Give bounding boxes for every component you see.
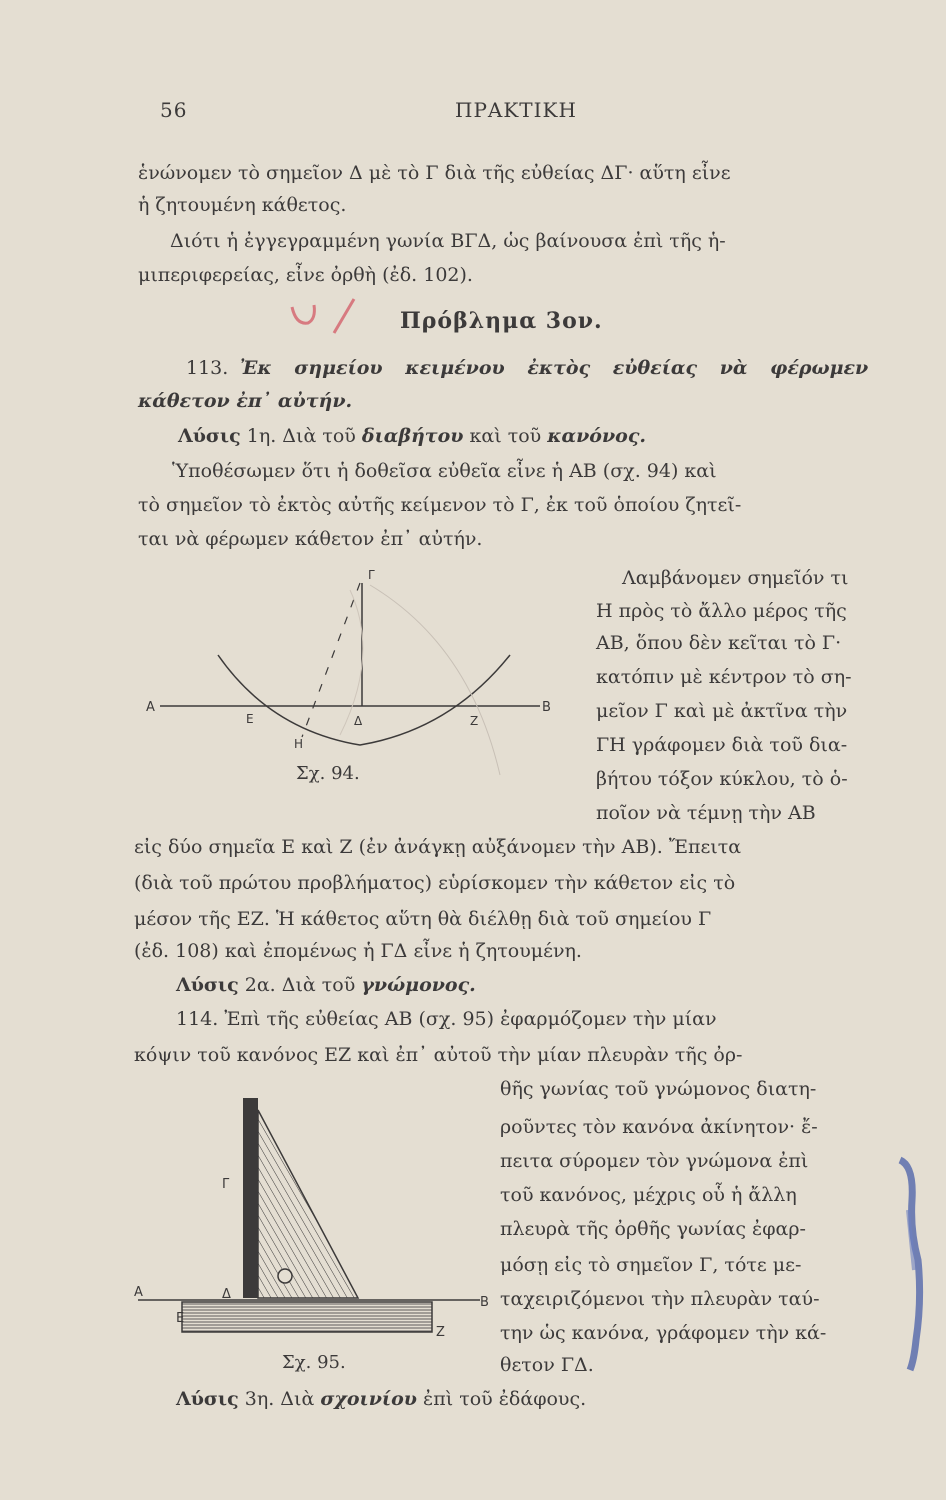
text-line: πλευρὰ τῆς ὀρθῆς γωνίας ἐφαρ- bbox=[500, 1218, 806, 1240]
text-line: Ὑποθέσωμεν ὅτι ἡ δοθεῖσα εὐθεῖα εἶνε ἡ ΑΒ (σχ. 94) καὶ bbox=[172, 460, 717, 482]
square-edge bbox=[243, 1098, 258, 1298]
text-line: (ἐδ. 108) καὶ ἐπομένως ἡ ΓΔ εἶνε ἡ ζητουμένη. bbox=[134, 940, 582, 962]
text-line: τοῦ κανόνος, μέχρις οὗ ἡ ἄλλη bbox=[500, 1184, 797, 1206]
text-line: ταχειριζόμενοι τὴν πλευρὰν ταύ- bbox=[500, 1288, 820, 1310]
label-b: Β bbox=[542, 700, 551, 715]
text-line: βήτου τόξον κύκλου, τὸ ὁ- bbox=[596, 768, 848, 790]
text-line: μέσον τῆς ΕΖ. Ἡ κάθετος αὕτη θὰ διέλθῃ διὰ τοῦ σημείου Γ bbox=[134, 908, 712, 930]
ink-stain bbox=[880, 1140, 940, 1380]
label-e: Ε bbox=[176, 1311, 185, 1326]
label-g: Γ bbox=[222, 1177, 230, 1192]
text-line: ΓΗ γράφομεν διὰ τοῦ δια- bbox=[596, 734, 848, 756]
text-line: μόσῃ εἰς τὸ σημεῖον Γ, τότε με- bbox=[500, 1254, 802, 1276]
text-line: 114. Ἐπὶ τῆς εὐθείας ΑΒ (σχ. 95) ἐφαρμόζομεν τὴν μίαν bbox=[176, 1008, 717, 1030]
label-e: Ε bbox=[246, 712, 254, 726]
running-title: ΠΡΑΚΤΙΚΗ bbox=[455, 98, 577, 122]
text-line: μιπεριφερείας, εἶνε ὀρθὴ (ἐδ. 102). bbox=[138, 264, 473, 286]
label-z: Ζ bbox=[436, 1325, 445, 1340]
text-line: μεῖον Γ καὶ μὲ ἀκτῖνα τὴν bbox=[596, 700, 848, 722]
arc bbox=[218, 655, 510, 745]
text-line: εἰς δύο σημεῖα Ε καὶ Ζ (ἐν ἀνάγκῃ αὐξάνομεν τὴν ΑΒ). Ἔπειτα bbox=[134, 836, 742, 858]
text-line: (διὰ τοῦ πρώτου προβλήματος) εὑρίσκομεν τὴν κάθετον εἰς τὸ bbox=[134, 872, 736, 894]
section-number: 113. bbox=[186, 357, 229, 379]
pencil-mark bbox=[280, 255, 380, 345]
label-h: Η bbox=[294, 737, 304, 751]
figure-95 bbox=[130, 1090, 490, 1350]
text-line: ται νὰ φέρωμεν κάθετον ἐπ᾽ αὐτήν. bbox=[138, 528, 483, 550]
text-line: θῆς γωνίας τοῦ γνώμονος διατη- bbox=[500, 1078, 817, 1100]
text-line: Λαμβάνομεν σημεῖόν τι bbox=[622, 567, 849, 589]
label-a: Α bbox=[134, 1285, 143, 1300]
label-b: Β bbox=[480, 1295, 489, 1310]
label-g: Γ bbox=[368, 568, 375, 582]
text-line: την ὡς κανόνα, γράφομεν τὴν κά- bbox=[500, 1322, 827, 1344]
label-d: Δ bbox=[354, 714, 363, 728]
text-line: κατόπιν μὲ κέντρον τὸ ση- bbox=[596, 666, 852, 688]
label-a: Α bbox=[146, 700, 155, 715]
problem-statement: Ἐκ σημείου κειμένου ἐκτὸς εὐθείας νὰ φέρωμεν bbox=[240, 357, 869, 379]
radius-gh bbox=[302, 583, 360, 737]
text-line: ποῖον νὰ τέμνῃ τὴν ΑΒ bbox=[596, 802, 816, 824]
text-line: θετον ΓΔ. bbox=[500, 1354, 594, 1376]
figure-94 bbox=[140, 565, 560, 795]
solution-heading: Λύσις 2α. Διὰ τοῦ γνώμονος. bbox=[176, 974, 476, 996]
problem-title: Πρόβλημα 3ον. bbox=[400, 308, 603, 334]
square-face bbox=[258, 1110, 358, 1298]
text-line: κόψιν τοῦ κανόνος ΕΖ καὶ ἐπ᾽ αὐτοῦ τὴν μίαν πλευρὰν τῆς ὀρ- bbox=[134, 1044, 743, 1066]
text-line: Η πρὸς τὸ ἄλλο μέρος τῆς bbox=[596, 600, 847, 622]
ruler-ez bbox=[182, 1302, 432, 1332]
text-line: ροῦντες τὸν κανόνα ἀκίνητον· ἔ- bbox=[500, 1116, 818, 1138]
text-line: ἡ ζητουμένη κάθετος. bbox=[138, 194, 347, 216]
text-line: τὸ σημεῖον τὸ ἐκτὸς αὐτῆς κείμενον τὸ Γ, ἐκ τοῦ ὁποίου ζητεῖ- bbox=[138, 494, 742, 516]
pencil-arc bbox=[370, 585, 500, 775]
figure-caption: Σχ. 95. bbox=[282, 1352, 346, 1373]
problem-statement: κάθετον ἐπ᾽ αὐτήν. bbox=[138, 390, 353, 412]
text-line: ἑνώνομεν τὸ σημεῖον Δ μὲ τὸ Γ διὰ τῆς εὐθείας ΔΓ· αὕτη εἶνε bbox=[138, 162, 731, 184]
page-number: 56 bbox=[160, 98, 188, 122]
figure-caption: Σχ. 94. bbox=[296, 763, 360, 784]
solution-heading: Λύσις 3η. Διὰ σχοινίου ἐπὶ τοῦ ἐδάφους. bbox=[176, 1388, 587, 1410]
text-line: πειτα σύρομεν τὸν γνώμονα ἐπὶ bbox=[500, 1150, 809, 1172]
text-line: Διότι ἡ ἐγγεγραμμένη γωνία ΒΓΔ, ὡς βαίνουσα ἐπὶ τῆς ἡ- bbox=[170, 230, 726, 252]
label-d: Δ bbox=[222, 1287, 231, 1302]
text-line: ΑΒ, ὅπου δὲν κεῖται τὸ Γ· bbox=[596, 632, 842, 654]
label-z: Ζ bbox=[470, 714, 479, 728]
solution-heading: Λύσις 1η. Διὰ τοῦ διαβήτου καὶ τοῦ κανόνος. bbox=[178, 425, 647, 447]
square-hole bbox=[278, 1269, 292, 1283]
